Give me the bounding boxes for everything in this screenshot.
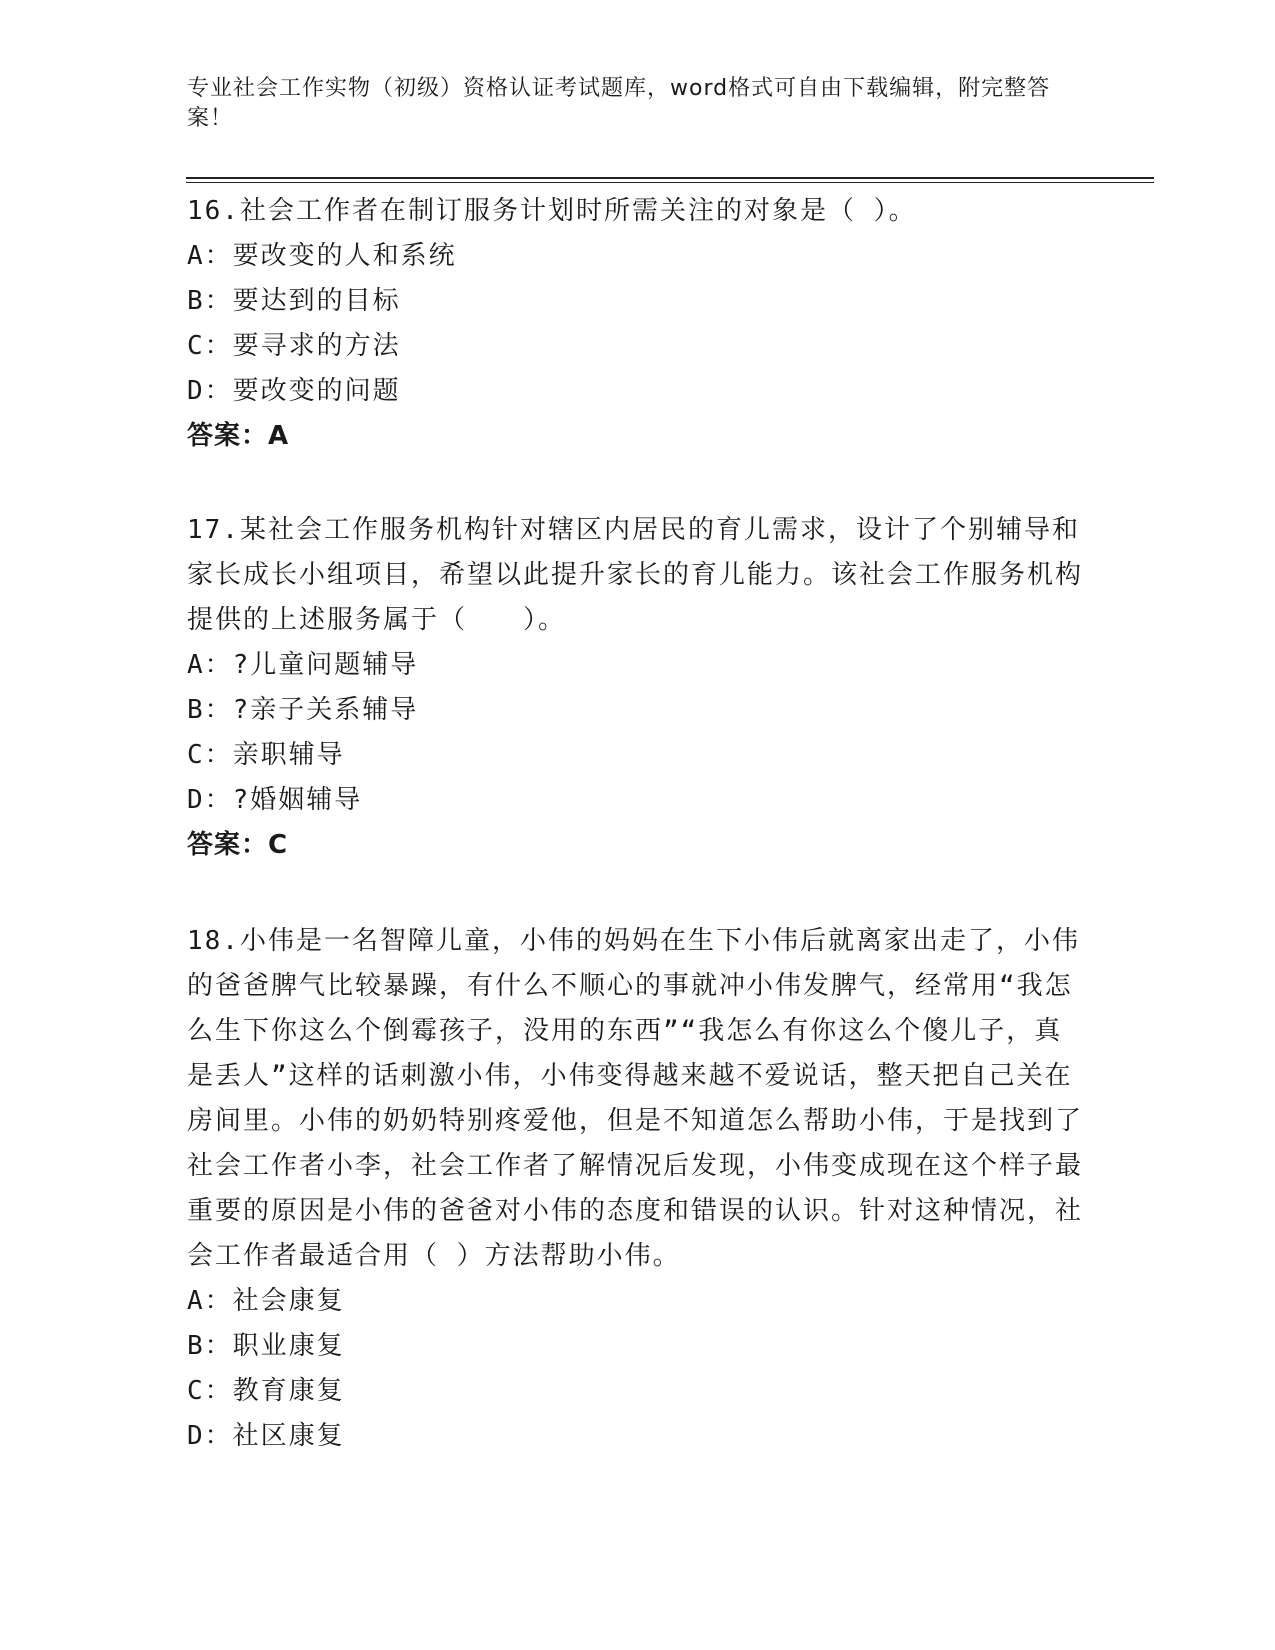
option-b: B：?亲子关系辅导 xyxy=(187,695,419,725)
option-d: D：要改变的问题 xyxy=(187,376,401,406)
answer: 答案：C xyxy=(187,830,289,860)
option-b: B：要达到的目标 xyxy=(187,286,401,316)
option-a: A：要改变的人和系统 xyxy=(187,241,457,271)
option-c: C：教育康复 xyxy=(187,1376,345,1406)
answer: 答案：A xyxy=(187,421,290,451)
option-d: D：社区康复 xyxy=(187,1421,345,1451)
question-18 xyxy=(187,919,1087,1459)
option-a: A：社会康复 xyxy=(187,1286,345,1316)
question-stem: 17.某社会工作服务机构针对辖区内居民的育儿需求，设计了个别辅导和家长成长小组项目，希望以此提升家长的育儿能力。该社会工作服务机构提供的上述服务属于（ ）。 xyxy=(187,515,1084,635)
question-stem: 16.社会工作者在制订服务计划时所需关注的对象是（ ）。 xyxy=(187,196,917,226)
option-d: D：?婚姻辅导 xyxy=(187,785,363,815)
header-divider-thick xyxy=(186,177,1154,179)
question-17 xyxy=(187,508,1087,868)
header-divider-thin xyxy=(186,182,1154,183)
option-a: A：?儿童问题辅导 xyxy=(187,650,419,680)
question-16 xyxy=(187,189,1087,459)
question-stem: 18.小伟是一名智障儿童，小伟的妈妈在生下小伟后就离家出走了，小伟的爸爸脾气比较暴躁，有什么不顺心的事就冲小伟发脾气，经常用“我怎么生下你这么个倒霉孩子，没用的东西”“我怎么有你这么个傻儿子，真是丢人”这样的话刺激小伟，小伟变得越来越不爱说话，整天把自己关在房间里。小伟的奶奶特别疼爱他，但是不知道怎么帮助小伟，于是找到了社会工作者小李，社会工作者了解情况后发现，小伟变成现在这个样子最重要的原因是小伟的爸爸对小伟的态度和错误的认识。针对这种情况，社会工作者最适合用（ ）方法帮助小伟。 xyxy=(187,926,1084,1271)
option-c: C：亲职辅导 xyxy=(187,740,345,770)
document-header: 专业社会工作实物（初级）资格认证考试题库，word格式可自由下载编辑，附完整答案！ xyxy=(187,76,1051,131)
option-c: C：要寻求的方法 xyxy=(187,331,401,361)
option-b: B：职业康复 xyxy=(187,1331,345,1361)
